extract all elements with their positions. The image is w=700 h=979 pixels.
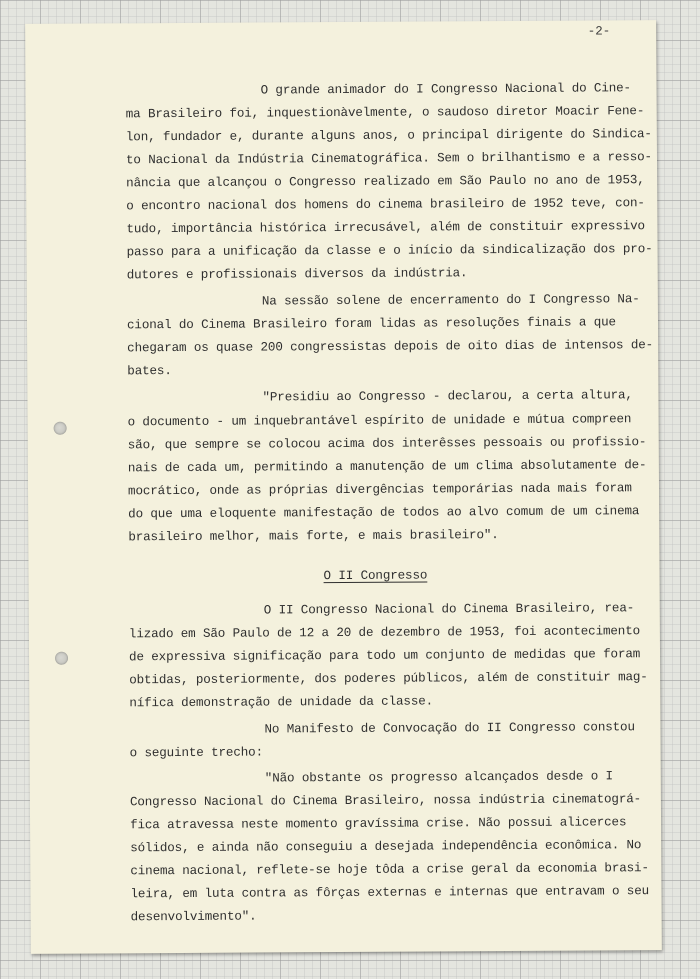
text-line: do que uma eloquente manifestação de todos ao alvo comum de um cinema: [128, 504, 640, 522]
typewritten-page: [25, 20, 662, 954]
text-line: Congresso Nacional do Cinema Brasileiro, nossa indústria cinematográ-: [129, 792, 642, 810]
text-line: o encontro nacional dos homens do cinema brasileiro de 1952 teve, con-: [126, 196, 645, 214]
text-line: O II Congresso Nacional do Cinema Brasileiro, rea-: [263, 601, 635, 618]
punch-hole: [54, 422, 67, 435]
text-line: nífica demonstração de unidade da classe.: [129, 694, 434, 711]
text-line: chegaram os quase 200 congressistas depois de oito dias de intensos de-: [127, 338, 654, 356]
text-line: No Manifesto de Convocação do II Congresso constou: [264, 720, 635, 737]
text-line: nância que alcançou o Congresso realizado em São Paulo no ano de 1953,: [126, 173, 645, 191]
text-line: passo para a unificação da classe e o início da sindicalização dos pro-: [126, 242, 653, 260]
text-line: tudo, importância histórica irrecusável, além de constituir expressivo: [126, 219, 645, 237]
text-line: to Nacional da Indústria Cinematográfica. Sem o brilhantismo e a resso-: [125, 150, 652, 168]
text-line: cional do Cinema Brasileiro foram lidas as resoluções finais a que: [126, 315, 616, 333]
text-line: "Presidiu ao Congresso - declarou, a certa altura,: [262, 388, 633, 405]
text-line: o documento - um inquebrantável espírito de unidade e mútua compreen: [127, 412, 632, 430]
text-line: lizado em São Paulo de 12 a 20 de dezembro de 1953, foi acontecimento: [128, 624, 641, 642]
text-line: desenvolvimento".: [130, 909, 257, 925]
text-line: fica atravessa neste momento gravíssima crise. Não possui alicerces: [130, 815, 627, 833]
text-line: cinema nacional, reflete-se hoje tôda a crise geral da economia brasi-: [130, 861, 649, 879]
text-line: lon, fundador e, durante alguns anos, o principal dirigente do Sindica-: [125, 127, 652, 145]
text-line: Na sessão solene de encerramento do I Congresso Na-: [261, 292, 640, 309]
text-line: de expressiva significação para todo um conjunto de medidas que foram: [128, 647, 641, 665]
text-line: ma Brasileiro foi, inquestionàvelmente, o saudoso diretor Moacir Fene-: [125, 104, 645, 122]
text-line: nais de cada um, permitindo a manutenção de um clima absolutamente de-: [127, 458, 647, 476]
text-line: dutores e profissionais diversos da indústria.: [126, 266, 468, 283]
punch-hole: [55, 652, 68, 665]
text-line: "Não obstante os progresso alcançados desde o I: [264, 769, 613, 786]
text-line: são, que sempre se colocou acima dos interêsses pessoais ou profissio-: [127, 435, 647, 453]
text-line: leira, em luta contra as fôrças externas e internas que entravam o seu: [130, 884, 650, 902]
text-line: o seguinte trecho:: [129, 745, 264, 761]
text-line: mocrático, onde as próprias divergências temporárias nada mais foram: [127, 481, 632, 499]
text-line: sólidos, e ainda não conseguiu a desejada independência econômica. No: [130, 838, 642, 856]
section-heading: O II Congresso: [323, 568, 428, 584]
page-number: -2-: [587, 24, 611, 39]
text-line: brasileiro melhor, mais forte, e mais brasileiro".: [128, 528, 499, 545]
text-line: bates.: [127, 364, 172, 379]
text-line: O grande animador do I Congresso Nacional do Cine-: [260, 81, 631, 98]
text-line: obtidas, posteriormente, dos poderes públicos, além de constituir mag-: [129, 670, 648, 688]
